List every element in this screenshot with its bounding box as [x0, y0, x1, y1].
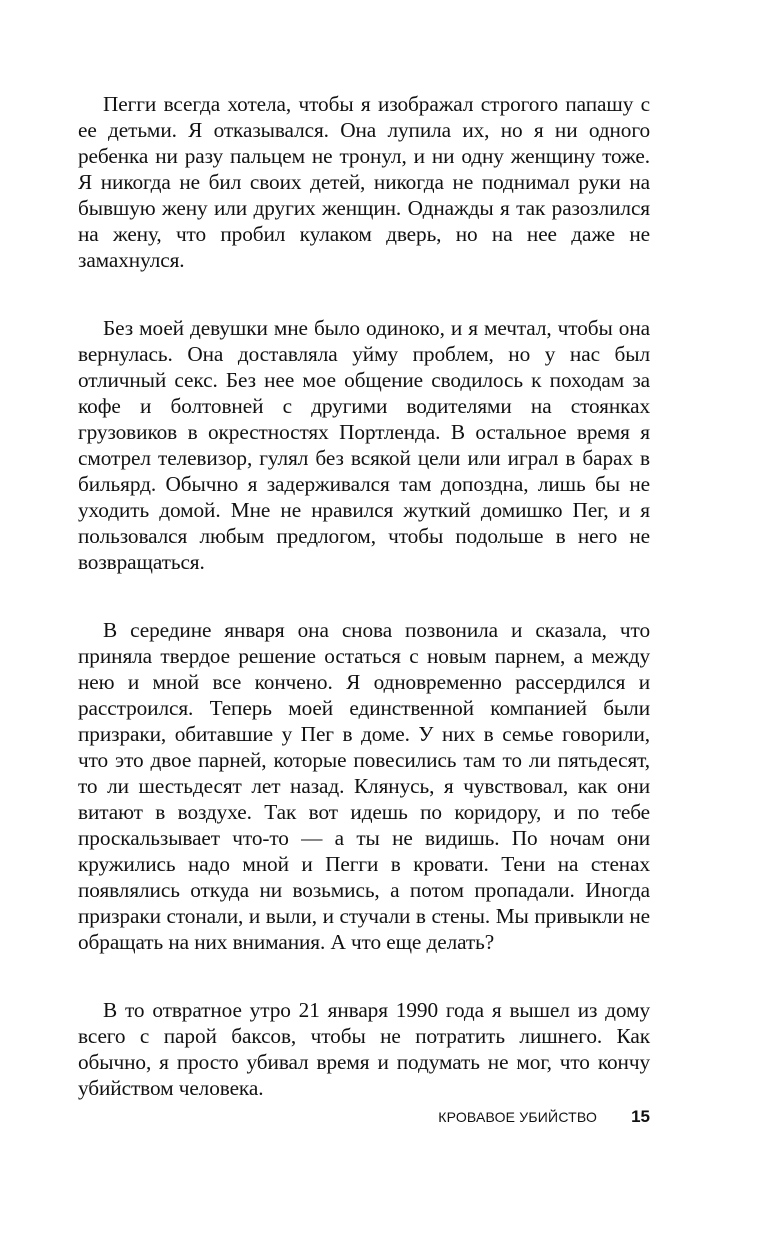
- page-body: [78, 91, 650, 1143]
- paragraph-1: Пегги всегда хотела, чтобы я изображал строгого папашу с ее детьми. Я отказывался. Она лупила их, но я ни одного ребенка ни разу пальцем не тронул, и ни одну женщину тоже. Я никогда не бил своих детей, никогда не поднимал руки на бывшую жену или других женщин. Однажды я так разозлился на жену, что пробил кулаком дверь, но на нее даже не замахнулся.: [78, 92, 650, 272]
- running-head: КРОВАВОЕ УБИЙСТВО: [438, 1109, 598, 1125]
- paragraph-4: В то отвратное утро 21 января 1990 года я вышел из дому всего с парой баксов, чтобы не потратить лишнего. Как обычно, я просто убивал время и подумать не мог, что кончу убийством человека.: [78, 998, 650, 1100]
- page-number: 15: [631, 1107, 650, 1126]
- paragraph-3: В середине января она снова позвонила и сказала, что приняла твердое решение остаться с новым парнем, а между нею и мной все кончено. Я одновременно рассердился и расстроился. Теперь моей единственной компанией были призраки, обитавшие у Пег в доме. У них в семье говорили, что это двое парней, которые повесились там то ли пятьдесят, то ли шестьдесят лет назад. Клянусь, я чувствовал, как они витают в воздухе. Так вот идешь по коридору, и по тебе проскальзывает что-то — а ты не видишь. По ночам они кружились надо мной и Пегги в кровати. Тени на стенах появлялись откуда ни возьмись, а потом пропадали. Иногда призраки стонали, и выли, и стучали в стены. Мы привыкли не обращать на них внимания. А что еще делать?: [78, 618, 650, 954]
- paragraph-2: Без моей девушки мне было одиноко, и я мечтал, чтобы она вернулась. Она доставляла уйму проблем, но у нас был отличный секс. Без нее мое общение сводилось к походам за кофе и болтовней с другими водителями на стоянках грузовиков в окрестностях Портленда. В остальное время я смотрел телевизор, гулял без всякой цели или играл в барах в бильярд. Обычно я задерживался там допоздна, лишь бы не уходить домой. Мне не нравился жуткий домишко Пег, и я пользовался любым предлогом, чтобы подольше в него не возвращаться.: [78, 316, 650, 574]
- page-footer: [78, 1107, 650, 1127]
